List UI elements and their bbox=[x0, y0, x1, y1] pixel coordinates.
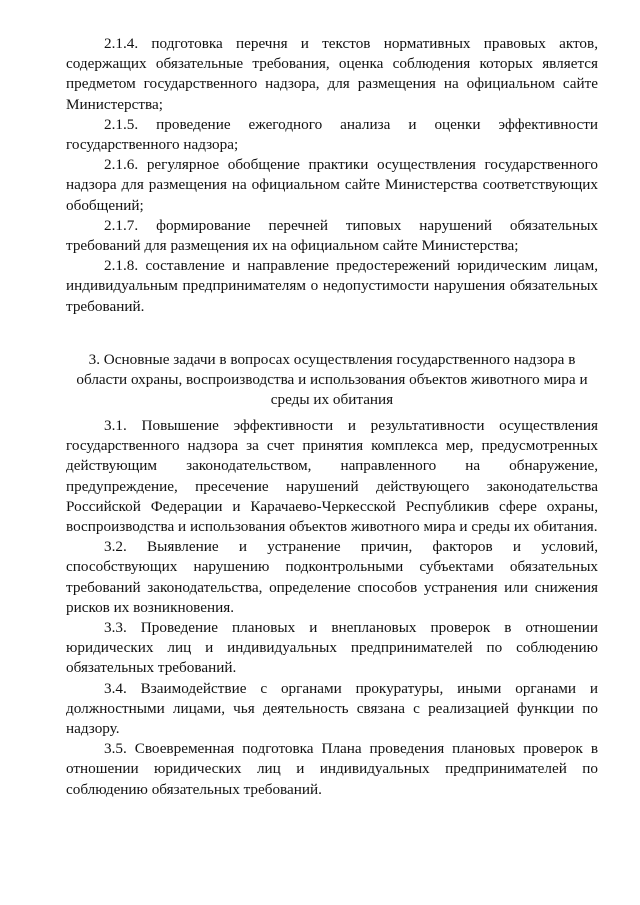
item-text: формирование перечней типовых нарушений обязательных требований для размещения их на официальном сайте Министерства; bbox=[66, 216, 599, 255]
item-number: 2.1.4. bbox=[104, 35, 139, 52]
item-number: 2.1.5. bbox=[104, 115, 139, 133]
item-number: 3.5. bbox=[104, 740, 127, 758]
list-item-3-5 bbox=[66, 739, 598, 800]
list-item-2-1-8 bbox=[66, 256, 598, 317]
list-item-2-1-4 bbox=[66, 34, 598, 115]
item-number: 3.4. bbox=[104, 679, 127, 697]
item-text: составление и направление предостережений юридическим лицам, индивидуальным предпринимателям о недопустимости нарушения обязательных требований. bbox=[66, 257, 599, 315]
item-number: 2.1.8. bbox=[104, 257, 139, 275]
item-text: проведение ежегодного анализа и оценки эффективности государственного надзора; bbox=[66, 115, 598, 154]
item-text: Проведение плановых и внеплановых проверок в отношении юридических лиц и индивидуальных предпринимателей по соблюдению обязательных требований. bbox=[66, 619, 598, 677]
item-text: Выявление и устранение причин, факторов и условий, способствующих нарушению подконтрольными субъектами обязательных требований законодательства, определение способов устранения или снижения рисков их возникновения. bbox=[66, 538, 599, 616]
section-3-list bbox=[66, 416, 598, 800]
section-2-list bbox=[66, 34, 598, 317]
list-item-2-1-6 bbox=[66, 155, 598, 216]
section-3-heading: 3. Основные задачи в вопросах осуществления государственного надзора в области охраны, воспроизводства и использования объектов животного мира и среды их обитания bbox=[76, 351, 588, 409]
item-text: регулярное обобщение практики осуществления государственного надзора для размещения на официальном сайте Министерства соответствующих обобщений; bbox=[66, 156, 599, 214]
list-item-3-4 bbox=[66, 679, 598, 740]
item-number: 3.3. bbox=[104, 619, 127, 637]
list-item-3-2 bbox=[66, 537, 598, 618]
item-number: 3.1. bbox=[104, 417, 127, 434]
item-text: Взаимодействие с органами прокуратуры, иными органами и должностными лицами, чья деятельность связана с реализацией функции по надзору. bbox=[66, 679, 599, 738]
item-number: 2.1.7. bbox=[104, 216, 139, 234]
list-item-2-1-7 bbox=[66, 216, 598, 256]
item-text: Своевременная подготовка Плана проведения плановых проверок в отношении юридических лиц и индивидуальных предпринимателей по соблюдению обязательных требований. bbox=[66, 740, 598, 798]
list-item-3-1 bbox=[66, 416, 598, 537]
list-item-2-1-5 bbox=[66, 115, 598, 155]
list-item-3-3 bbox=[66, 618, 598, 679]
item-number: 2.1.6. bbox=[104, 156, 139, 174]
item-text: подготовка перечня и текстов нормативных правовых актов, содержащих обязательные требования, оценка соблюдения которых является предметом государственного надзора, для размещения на официальном сайте Министерства; bbox=[66, 35, 598, 113]
item-text: Повышение эффективности и результативности осуществления государственного надзора за счет принятия комплекса мер, предусмотренных действующим законодательством, направленного на обнаружение, предупреждение, пресечение нарушений действующего законодательства Российской Федерации и Карачаево-Черкесской Республикив сфере охраны, воспроизводства и использования объектов животного мира и среды их обитания. bbox=[66, 417, 599, 536]
item-number: 3.2. bbox=[104, 538, 127, 556]
